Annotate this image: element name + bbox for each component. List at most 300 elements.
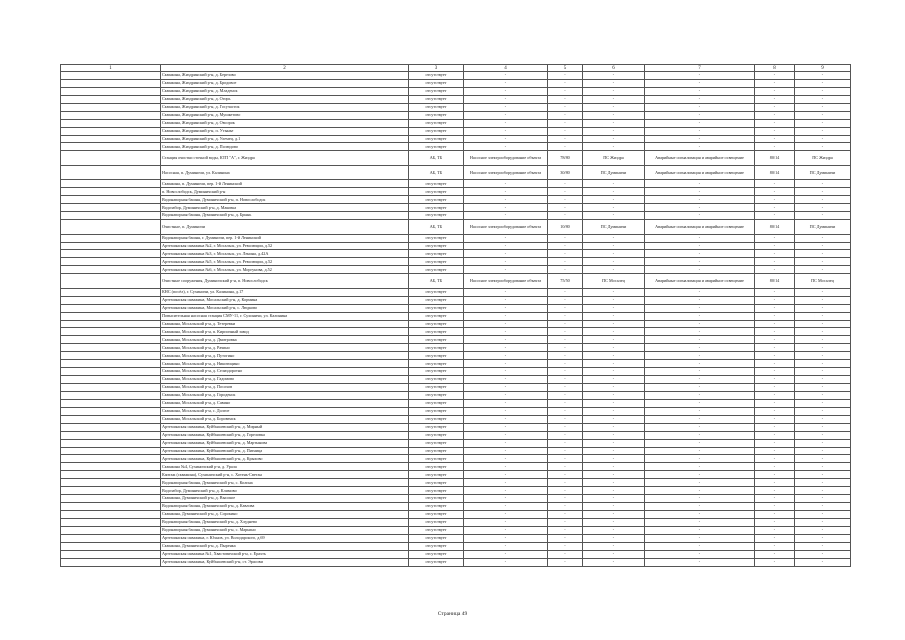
emergency-substation-cell: - xyxy=(795,234,851,242)
emergency-value-cell: 80/14 xyxy=(755,151,795,166)
row-index-cell xyxy=(61,250,161,258)
consumer-cell: - xyxy=(464,550,548,558)
power-value-cell: - xyxy=(548,111,583,119)
row-index-cell xyxy=(61,558,161,566)
power-source-cell: отсутствует xyxy=(409,196,464,204)
power-value-cell: - xyxy=(548,336,583,344)
emergency-consumer-cell: - xyxy=(645,320,755,328)
consumer-cell: - xyxy=(464,558,548,566)
header-cell: 3 xyxy=(409,65,464,72)
substation-cell: - xyxy=(583,542,645,550)
table-row xyxy=(61,415,851,423)
object-name-cell: Скважина, Мосальский р-н, п. Кирпичный завод xyxy=(161,328,409,336)
emergency-value-cell: - xyxy=(755,250,795,258)
table-row xyxy=(61,550,851,558)
consumer-cell: - xyxy=(464,415,548,423)
row-index-cell xyxy=(61,431,161,439)
consumer-cell: - xyxy=(464,455,548,463)
emergency-value-cell: - xyxy=(755,542,795,550)
power-value-cell: - xyxy=(548,376,583,384)
power-value-cell: - xyxy=(548,143,583,151)
emergency-consumer-cell: - xyxy=(645,143,755,151)
row-index-cell xyxy=(61,135,161,143)
substation-cell: - xyxy=(583,431,645,439)
consumer-cell: - xyxy=(464,312,548,320)
table-row xyxy=(61,87,851,95)
emergency-substation-cell: - xyxy=(795,266,851,274)
table-row xyxy=(61,135,851,143)
power-source-cell: отсутствует xyxy=(409,79,464,87)
emergency-value-cell: 80/14 xyxy=(755,220,795,235)
consumer-cell: - xyxy=(464,360,548,368)
row-index-cell xyxy=(61,336,161,344)
emergency-substation-cell: - xyxy=(795,135,851,143)
row-index-cell xyxy=(61,312,161,320)
power-value-cell: - xyxy=(548,471,583,479)
emergency-substation-cell: - xyxy=(795,423,851,431)
emergency-value-cell: - xyxy=(755,135,795,143)
power-source-cell: отсутствует xyxy=(409,352,464,360)
consumer-cell: - xyxy=(464,503,548,511)
emergency-substation-cell: - xyxy=(795,376,851,384)
row-index-cell xyxy=(61,455,161,463)
emergency-consumer-cell: - xyxy=(645,312,755,320)
power-source-cell: отсутствует xyxy=(409,204,464,212)
emergency-consumer-cell: - xyxy=(645,518,755,526)
consumer-cell: - xyxy=(464,72,548,80)
substation-cell: - xyxy=(583,196,645,204)
object-name-cell: Водонапорная башня, Думиничский р-н, с. Колпна xyxy=(161,479,409,487)
substation-cell: - xyxy=(583,103,645,111)
power-value-cell: - xyxy=(548,455,583,463)
object-name-cell: Артезианская скважина, г. Юхнов, ул. Володарского, д.69 xyxy=(161,534,409,542)
consumer-cell: - xyxy=(464,288,548,296)
row-index-cell xyxy=(61,328,161,336)
emergency-value-cell: - xyxy=(755,79,795,87)
power-value-cell: - xyxy=(548,360,583,368)
emergency-consumer-cell: - xyxy=(645,423,755,431)
substation-cell: - xyxy=(583,135,645,143)
substation-cell: - xyxy=(583,127,645,135)
table-row xyxy=(61,204,851,212)
substation-cell: - xyxy=(583,328,645,336)
consumer-cell: - xyxy=(464,344,548,352)
emergency-value-cell: - xyxy=(755,204,795,212)
emergency-value-cell: - xyxy=(755,344,795,352)
substation-cell: - xyxy=(583,391,645,399)
power-source-cell: отсутствует xyxy=(409,212,464,220)
substation-cell: - xyxy=(583,288,645,296)
row-index-cell xyxy=(61,127,161,135)
row-index-cell xyxy=(61,487,161,495)
consumer-cell: - xyxy=(464,542,548,550)
substation-cell: - xyxy=(583,423,645,431)
emergency-substation-cell: - xyxy=(795,503,851,511)
substation-cell: - xyxy=(583,180,645,188)
emergency-consumer-cell: - xyxy=(645,415,755,423)
power-source-cell: отсутствует xyxy=(409,103,464,111)
power-value-cell: - xyxy=(548,196,583,204)
table-row xyxy=(61,127,851,135)
emergency-value-cell: - xyxy=(755,518,795,526)
emergency-consumer-cell: - xyxy=(645,439,755,447)
power-source-cell: отсутствует xyxy=(409,534,464,542)
table-row xyxy=(61,439,851,447)
emergency-substation-cell: - xyxy=(795,336,851,344)
emergency-substation-cell: - xyxy=(795,328,851,336)
consumer-cell: - xyxy=(464,534,548,542)
emergency-consumer-cell: - xyxy=(645,328,755,336)
object-name-cell: Скважина, Жиздринский р-н, д. Мушкетово xyxy=(161,111,409,119)
emergency-substation-cell: - xyxy=(795,455,851,463)
substation-cell: - xyxy=(583,111,645,119)
table-body xyxy=(61,65,851,567)
object-name-cell: Скважина, Жиздринский р-н, д. Госучасток xyxy=(161,103,409,111)
substation-cell: - xyxy=(583,188,645,196)
row-index-cell xyxy=(61,503,161,511)
power-source-cell: отсутствует xyxy=(409,368,464,376)
power-source-cell: отсутствует xyxy=(409,439,464,447)
row-index-cell xyxy=(61,212,161,220)
substation-cell: - xyxy=(583,376,645,384)
table-row xyxy=(61,242,851,250)
emergency-consumer-cell: - xyxy=(645,447,755,455)
table-row xyxy=(61,399,851,407)
table-row xyxy=(61,103,851,111)
emergency-consumer-cell: - xyxy=(645,258,755,266)
emergency-substation-cell: - xyxy=(795,180,851,188)
table-row xyxy=(61,352,851,360)
row-index-cell xyxy=(61,368,161,376)
power-value-cell: - xyxy=(548,79,583,87)
object-name-cell: Скважина, Жиздринский р-н, д. Овсорок xyxy=(161,119,409,127)
emergency-substation-cell: - xyxy=(795,143,851,151)
consumer-cell: - xyxy=(464,180,548,188)
power-value-cell: - xyxy=(548,258,583,266)
emergency-substation-cell: - xyxy=(795,399,851,407)
object-name-cell: Артезианская скважина №2, г. Мосальск, ул. Революции, д.52 xyxy=(161,242,409,250)
emergency-value-cell: - xyxy=(755,258,795,266)
emergency-substation-cell: - xyxy=(795,542,851,550)
table-row xyxy=(61,95,851,103)
consumer-cell: - xyxy=(464,526,548,534)
consumer-cell: Насосное электрооборудование объекта xyxy=(464,165,548,180)
emergency-value-cell: - xyxy=(755,196,795,204)
power-value-cell: 78/80 xyxy=(548,151,583,166)
emergency-consumer-cell: - xyxy=(645,352,755,360)
object-name-cell: Скважина, Жиздринский р-н, п. Утынье xyxy=(161,127,409,135)
emergency-value-cell: - xyxy=(755,368,795,376)
object-name-cell: Скважина, Думиничский р-н, д. Высокое xyxy=(161,495,409,503)
substation-cell: - xyxy=(583,250,645,258)
emergency-consumer-cell: - xyxy=(645,79,755,87)
table-row xyxy=(61,407,851,415)
consumer-cell: - xyxy=(464,188,548,196)
emergency-consumer-cell: - xyxy=(645,204,755,212)
power-source-cell: отсутствует xyxy=(409,258,464,266)
emergency-value-cell: - xyxy=(755,471,795,479)
consumer-cell: - xyxy=(464,103,548,111)
substation-cell: - xyxy=(583,79,645,87)
emergency-consumer-cell: - xyxy=(645,463,755,471)
row-index-cell xyxy=(61,274,161,289)
emergency-value-cell: - xyxy=(755,288,795,296)
object-name-cell: Артезианская скважина, Куйбышевский р-н, д. Пятница xyxy=(161,447,409,455)
power-source-cell: отсутствует xyxy=(409,503,464,511)
emergency-consumer-cell: - xyxy=(645,180,755,188)
object-name-cell: Скважина, Думиничский р-н, д. Сорокино xyxy=(161,511,409,519)
emergency-consumer-cell: - xyxy=(645,266,755,274)
table-row xyxy=(61,368,851,376)
row-index-cell xyxy=(61,384,161,392)
row-index-cell xyxy=(61,234,161,242)
emergency-consumer-cell: - xyxy=(645,407,755,415)
object-name-cell: Очистные сооружения, Думиничский р-н, п. Новослободск xyxy=(161,274,409,289)
emergency-consumer-cell: - xyxy=(645,296,755,304)
object-name-cell: Водонапорная башня, Думиничский р-н, с. Марьино xyxy=(161,526,409,534)
substation-cell: - xyxy=(583,511,645,519)
emergency-substation-cell: - xyxy=(795,511,851,519)
row-index-cell xyxy=(61,391,161,399)
substation-cell: - xyxy=(583,336,645,344)
power-value-cell: - xyxy=(548,518,583,526)
emergency-consumer-cell: - xyxy=(645,558,755,566)
object-name-cell: Скважина, Мосальский р-н, д. Городенск xyxy=(161,391,409,399)
emergency-value-cell: - xyxy=(755,399,795,407)
header-cell: 2 xyxy=(161,65,409,72)
emergency-value-cell: - xyxy=(755,423,795,431)
substation-cell: - xyxy=(583,503,645,511)
emergency-substation-cell: ПС Думиничи xyxy=(795,220,851,235)
object-name-cell: Водозабор, Думиничский р-н, д. Климово xyxy=(161,487,409,495)
power-value-cell: - xyxy=(548,503,583,511)
object-name-cell: Скважина, Мосальский р-н, д. Посохов xyxy=(161,384,409,392)
emergency-consumer-cell: - xyxy=(645,304,755,312)
emergency-substation-cell: - xyxy=(795,360,851,368)
page-number: Страница 49 xyxy=(437,611,468,617)
substation-cell: - xyxy=(583,352,645,360)
consumer-cell: - xyxy=(464,511,548,519)
consumer-cell: - xyxy=(464,143,548,151)
object-name-cell: Скважина, Мосальский р-н, д. Никитицино xyxy=(161,360,409,368)
power-source-cell: АБ, ТБ xyxy=(409,274,464,289)
power-source-cell: отсутствует xyxy=(409,242,464,250)
table-row xyxy=(61,447,851,455)
substation-cell: - xyxy=(583,550,645,558)
row-index-cell xyxy=(61,204,161,212)
row-index-cell xyxy=(61,258,161,266)
table-row xyxy=(61,274,851,289)
row-index-cell xyxy=(61,304,161,312)
emergency-consumer-cell: - xyxy=(645,534,755,542)
power-value-cell: - xyxy=(548,344,583,352)
emergency-value-cell: - xyxy=(755,431,795,439)
substation-cell: ПС Думиничи xyxy=(583,165,645,180)
consumer-cell: - xyxy=(464,328,548,336)
consumer-cell: - xyxy=(464,391,548,399)
object-name-cell: Водонапорная башня, Думиничский р-н, д. Брынь xyxy=(161,212,409,220)
emergency-value-cell: - xyxy=(755,487,795,495)
power-value-cell: - xyxy=(548,495,583,503)
power-value-cell: - xyxy=(548,204,583,212)
power-source-cell: АБ, ТБ xyxy=(409,220,464,235)
header-cell: 5 xyxy=(548,65,583,72)
emergency-consumer-cell: Аварийные сигнализация и аварийное освещение xyxy=(645,220,755,235)
object-name-cell: Скважина, Мосальский р-н, д. Тетеревки xyxy=(161,320,409,328)
row-index-cell xyxy=(61,165,161,180)
power-value-cell: - xyxy=(548,266,583,274)
emergency-value-cell: - xyxy=(755,376,795,384)
power-source-cell: отсутствует xyxy=(409,95,464,103)
consumer-cell: - xyxy=(464,495,548,503)
table-row xyxy=(61,266,851,274)
table-row xyxy=(61,526,851,534)
substation-cell: - xyxy=(583,312,645,320)
substation-cell: - xyxy=(583,320,645,328)
object-name-cell: Очистные, п. Думиничи xyxy=(161,220,409,235)
power-source-cell: отсутствует xyxy=(409,463,464,471)
object-name-cell: Скважина, Думиничский р-н, д. Пыренка xyxy=(161,542,409,550)
power-value-cell: - xyxy=(548,511,583,519)
row-index-cell xyxy=(61,242,161,250)
consumer-cell: - xyxy=(464,242,548,250)
emergency-substation-cell: - xyxy=(795,526,851,534)
emergency-consumer-cell: - xyxy=(645,119,755,127)
power-source-cell: отсутствует xyxy=(409,304,464,312)
power-source-cell: отсутствует xyxy=(409,487,464,495)
emergency-substation-cell: - xyxy=(795,72,851,80)
emergency-substation-cell: - xyxy=(795,534,851,542)
emergency-consumer-cell: - xyxy=(645,188,755,196)
substation-cell: ПС Жиздра xyxy=(583,151,645,166)
emergency-consumer-cell: - xyxy=(645,399,755,407)
row-index-cell xyxy=(61,151,161,166)
power-value-cell: - xyxy=(548,312,583,320)
emergency-value-cell: - xyxy=(755,558,795,566)
power-value-cell: - xyxy=(548,250,583,258)
row-index-cell xyxy=(61,399,161,407)
emergency-substation-cell: - xyxy=(795,258,851,266)
power-source-cell: отсутствует xyxy=(409,127,464,135)
consumer-cell: - xyxy=(464,368,548,376)
object-name-cell: Артезианская скважина №3, г. Мосальск, ул. Ленина, д.42А xyxy=(161,250,409,258)
object-name-cell: КНС (посёл), г. Сухиничи, ул. Калинина, д.17 xyxy=(161,288,409,296)
emergency-consumer-cell: - xyxy=(645,526,755,534)
emergency-consumer-cell: - xyxy=(645,503,755,511)
power-value-cell: - xyxy=(548,188,583,196)
power-value-cell: - xyxy=(548,180,583,188)
row-index-cell xyxy=(61,72,161,80)
emergency-value-cell: 80/14 xyxy=(755,274,795,289)
emergency-substation-cell: - xyxy=(795,79,851,87)
power-source-cell: отсутствует xyxy=(409,526,464,534)
power-source-cell: отсутствует xyxy=(409,391,464,399)
emergency-consumer-cell: - xyxy=(645,234,755,242)
object-name-cell: Скважина, Жиздринский р-н, д. Полюдово xyxy=(161,143,409,151)
emergency-substation-cell: - xyxy=(795,550,851,558)
power-source-cell: отсутствует xyxy=(409,495,464,503)
substation-cell: - xyxy=(583,495,645,503)
emergency-value-cell: - xyxy=(755,320,795,328)
row-index-cell xyxy=(61,479,161,487)
object-name-cell: Водонапорная башня, Думиничский р-н, д. Хлуднево xyxy=(161,518,409,526)
power-source-cell: отсутствует xyxy=(409,542,464,550)
power-source-cell: отсутствует xyxy=(409,471,464,479)
row-index-cell xyxy=(61,320,161,328)
row-index-cell xyxy=(61,196,161,204)
row-index-cell xyxy=(61,344,161,352)
power-value-cell: - xyxy=(548,119,583,127)
emergency-value-cell: - xyxy=(755,266,795,274)
emergency-consumer-cell: - xyxy=(645,391,755,399)
object-name-cell: Скважина, Мосальский р-н, д. Дмитровка xyxy=(161,336,409,344)
power-source-cell: отсутствует xyxy=(409,376,464,384)
substation-cell: - xyxy=(583,304,645,312)
row-index-cell xyxy=(61,542,161,550)
consumer-cell: - xyxy=(464,423,548,431)
power-value-cell: - xyxy=(548,550,583,558)
substation-cell: - xyxy=(583,204,645,212)
emergency-consumer-cell: - xyxy=(645,87,755,95)
object-name-cell: Скважина, Мосальский р-н, д. Савино xyxy=(161,399,409,407)
power-value-cell: - xyxy=(548,399,583,407)
row-index-cell xyxy=(61,296,161,304)
substation-cell: - xyxy=(583,384,645,392)
table-row xyxy=(61,336,851,344)
object-name-cell: Скважина, Жиздринский р-н, д. Улемец, д.1 xyxy=(161,135,409,143)
emergency-substation-cell: - xyxy=(795,95,851,103)
object-name-cell: Артезианская скважина, Куйбышевский р-н, д. Мартынова xyxy=(161,439,409,447)
emergency-value-cell: - xyxy=(755,296,795,304)
emergency-substation-cell: ПС Думиничи xyxy=(795,165,851,180)
substation-cell: - xyxy=(583,360,645,368)
object-name-cell: Скважина, Мосальский р-н, д. Селиздоротно xyxy=(161,368,409,376)
table-row xyxy=(61,304,851,312)
table-row xyxy=(61,511,851,519)
power-source-cell: отсутствует xyxy=(409,188,464,196)
power-value-cell: - xyxy=(548,447,583,455)
substation-cell: - xyxy=(583,234,645,242)
consumer-cell: - xyxy=(464,376,548,384)
power-source-cell: отсутствует xyxy=(409,518,464,526)
power-value-cell: - xyxy=(548,87,583,95)
consumer-cell: - xyxy=(464,119,548,127)
emergency-substation-cell: - xyxy=(795,391,851,399)
object-name-cell: Повысительная насосная станция СМУ-11, г. Сухиничи, ул. Калинина xyxy=(161,312,409,320)
object-name-cell: Артезианская скважина, Куйбышевский р-н, д. Крыхово xyxy=(161,455,409,463)
table-row xyxy=(61,258,851,266)
table-row xyxy=(61,196,851,204)
substation-cell: - xyxy=(583,518,645,526)
power-source-cell: отсутствует xyxy=(409,558,464,566)
emergency-substation-cell: - xyxy=(795,288,851,296)
emergency-value-cell: - xyxy=(755,242,795,250)
power-source-cell: отсутствует xyxy=(409,288,464,296)
table-row xyxy=(61,487,851,495)
row-index-cell xyxy=(61,111,161,119)
table-row xyxy=(61,391,851,399)
substation-cell: - xyxy=(583,242,645,250)
object-name-cell: Скважина, Мосальский р-н, д. Боровенск xyxy=(161,415,409,423)
row-index-cell xyxy=(61,360,161,368)
row-index-cell xyxy=(61,423,161,431)
emergency-value-cell: - xyxy=(755,495,795,503)
object-name-cell: Насосная, п. Думиничи, ул. Калинина xyxy=(161,165,409,180)
table-row xyxy=(61,495,851,503)
emergency-value-cell: - xyxy=(755,391,795,399)
header-cell: 7 xyxy=(645,65,755,72)
substation-cell: - xyxy=(583,296,645,304)
